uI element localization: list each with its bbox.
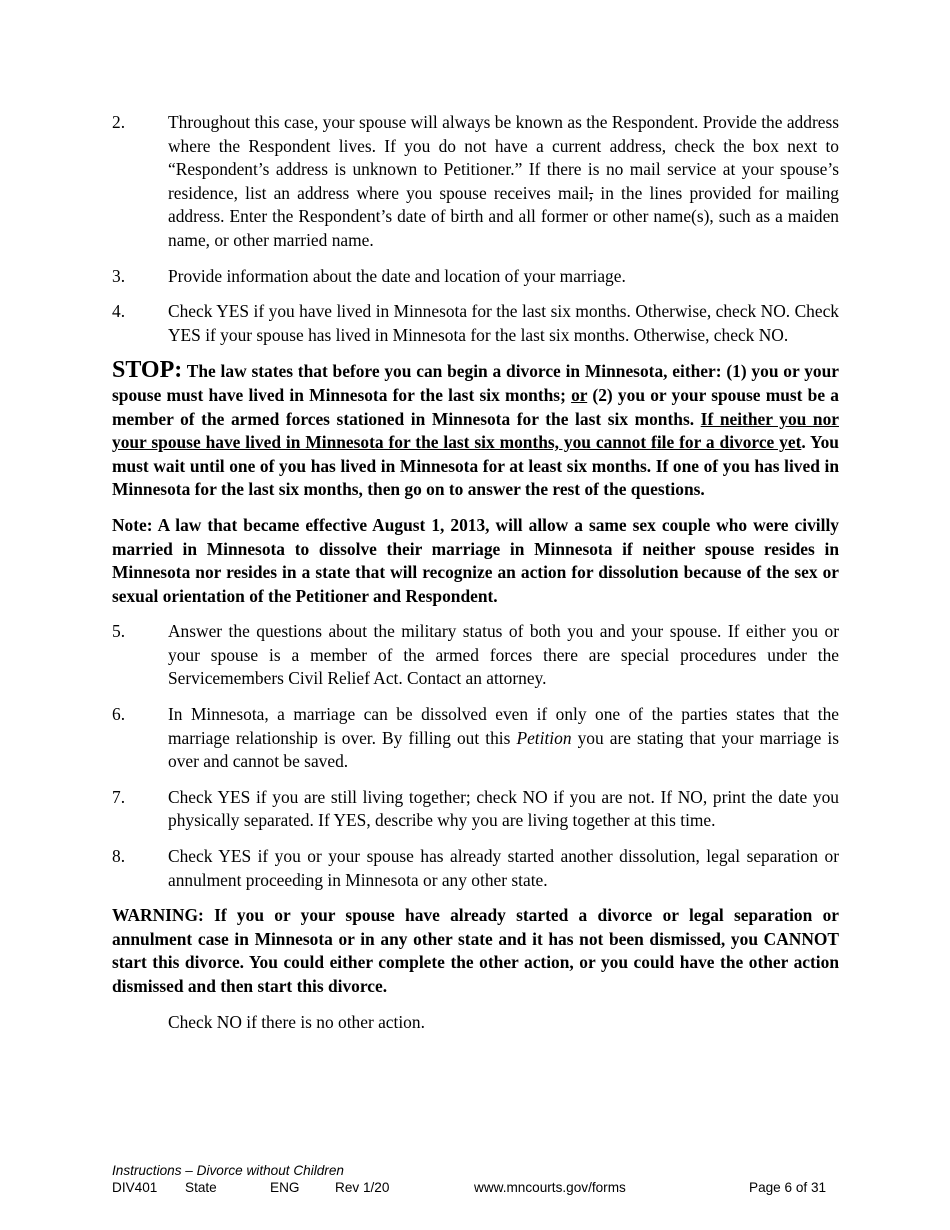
warning-paragraph: WARNING: If you or your spouse have already started a divorce or legal separation or annulment case in Minnesota or in any other state and it has not been dismissed, you CANNOT start this divorce. You could either complete the other action, or you could have the other action dismissed and then start this divorce. (112, 905, 839, 996)
item-number: 3. (112, 265, 126, 286)
instruction-item-3 (112, 265, 839, 289)
document-page (112, 111, 839, 1034)
item-number: 7. (112, 786, 126, 807)
item-text-cont: in the lines provided for mailing address. Enter the Respondent’s date of birth and all former or other name(s), such as a maiden name, or other married name. (168, 182, 839, 250)
instruction-item-2 (112, 111, 839, 253)
item-text: Answer the questions about the military status of both you and your spouse. If either you or your spouse is a member of the armed forces there are special procedures under the Servicemembers Civil Relief Act. Contact an attorney. (168, 621, 839, 689)
stop-notice (112, 359, 839, 502)
item-text: Throughout this case, your spouse will always be known as the Respondent. Provide the address where the Respondent lives. If you do not have a current address, check the box next to “Respondent’s address is unknown to Petitioner.” If there is no mail service at your spouse’s residence, list an address where you spouse receives mail (168, 112, 839, 203)
form-id: DIV401 (112, 1180, 158, 1195)
instruction-item-4 (112, 300, 839, 347)
page-footer (112, 1162, 839, 1196)
instruction-item-8 (112, 845, 839, 892)
item-text: In Minnesota, a marriage can be dissolved even if only one of the parties states that the marriage relationship is over. By filling out this (168, 704, 839, 748)
instruction-item-7 (112, 786, 839, 833)
item-text: Check YES if you or your spouse has already started another dissolution, legal separation or annulment proceeding in Minnesota or any other state. (168, 846, 839, 890)
instruction-item-6 (112, 703, 839, 774)
stop-or: or (571, 384, 588, 405)
stop-text-2: (2) you or your spouse must be a member of the armed forces stationed in Minnesota for the last six months. (112, 384, 839, 429)
item-italic: Petition (516, 727, 572, 748)
note-paragraph: Note: A law that became effective August 1, 2013, will allow a same sex couple who were civilly married in Minnesota to dissolve their marriage in Minnesota if neither spouse resides in Minnesota nor resides in a state that will recognize an action for dissolution because of the sex or sexual orientation of the Petitioner and Respondent. (112, 514, 839, 606)
stop-lead: STOP: (112, 357, 183, 384)
page-number: Page 6 of 31 (749, 1180, 827, 1195)
footer-state: State (185, 1180, 217, 1195)
item-number: 8. (112, 846, 126, 867)
check-no-line: Check NO if there is no other action. (168, 1011, 425, 1032)
item-text-cont: you are stating that your marriage is over and cannot be saved. (168, 727, 839, 772)
footer-rev: Rev 1/20 (335, 1180, 390, 1195)
stop-underlined: If neither you nor your spouse have lived in Minnesota for the last six months, you cannot file for a divorce yet (112, 408, 839, 453)
item-text: Check YES if you have lived in Minnesota for the last six months. Otherwise, check NO. Check YES if your spouse has lived in Minnesota for the last six months. Otherwise, check NO. (168, 301, 839, 345)
stop-text-3: . You must wait until one of you has lived in Minnesota for at least six months. If one of you has lived in Minnesota for the last six months, then go on to answer the rest of the questions. (112, 432, 839, 500)
footer-lang: ENG (270, 1180, 300, 1195)
item-number: 2. (112, 112, 126, 132)
footer-title: Instructions – Divorce without Children (112, 1163, 344, 1178)
stop-text-1: The law states that before you can begin a divorce in Minnesota, either: (1) you or your spouse must have lived in Minnesota for the last six months; (112, 361, 839, 405)
item-number: 5. (112, 621, 126, 642)
struck-text: , (588, 182, 594, 203)
footer-url: www.mncourts.gov/forms (474, 1180, 626, 1195)
footer-meta-row (112, 1179, 839, 1196)
item-text: Provide information about the date and location of your marriage. (168, 265, 626, 286)
item-number: 4. (112, 301, 126, 322)
item-number: 6. (112, 704, 126, 725)
item-text: Check YES if you are still living together; check NO if you are not. If NO, print the date you physically separated. If YES, describe why you are living together at this time. (168, 786, 839, 831)
instruction-item-5 (112, 620, 839, 691)
